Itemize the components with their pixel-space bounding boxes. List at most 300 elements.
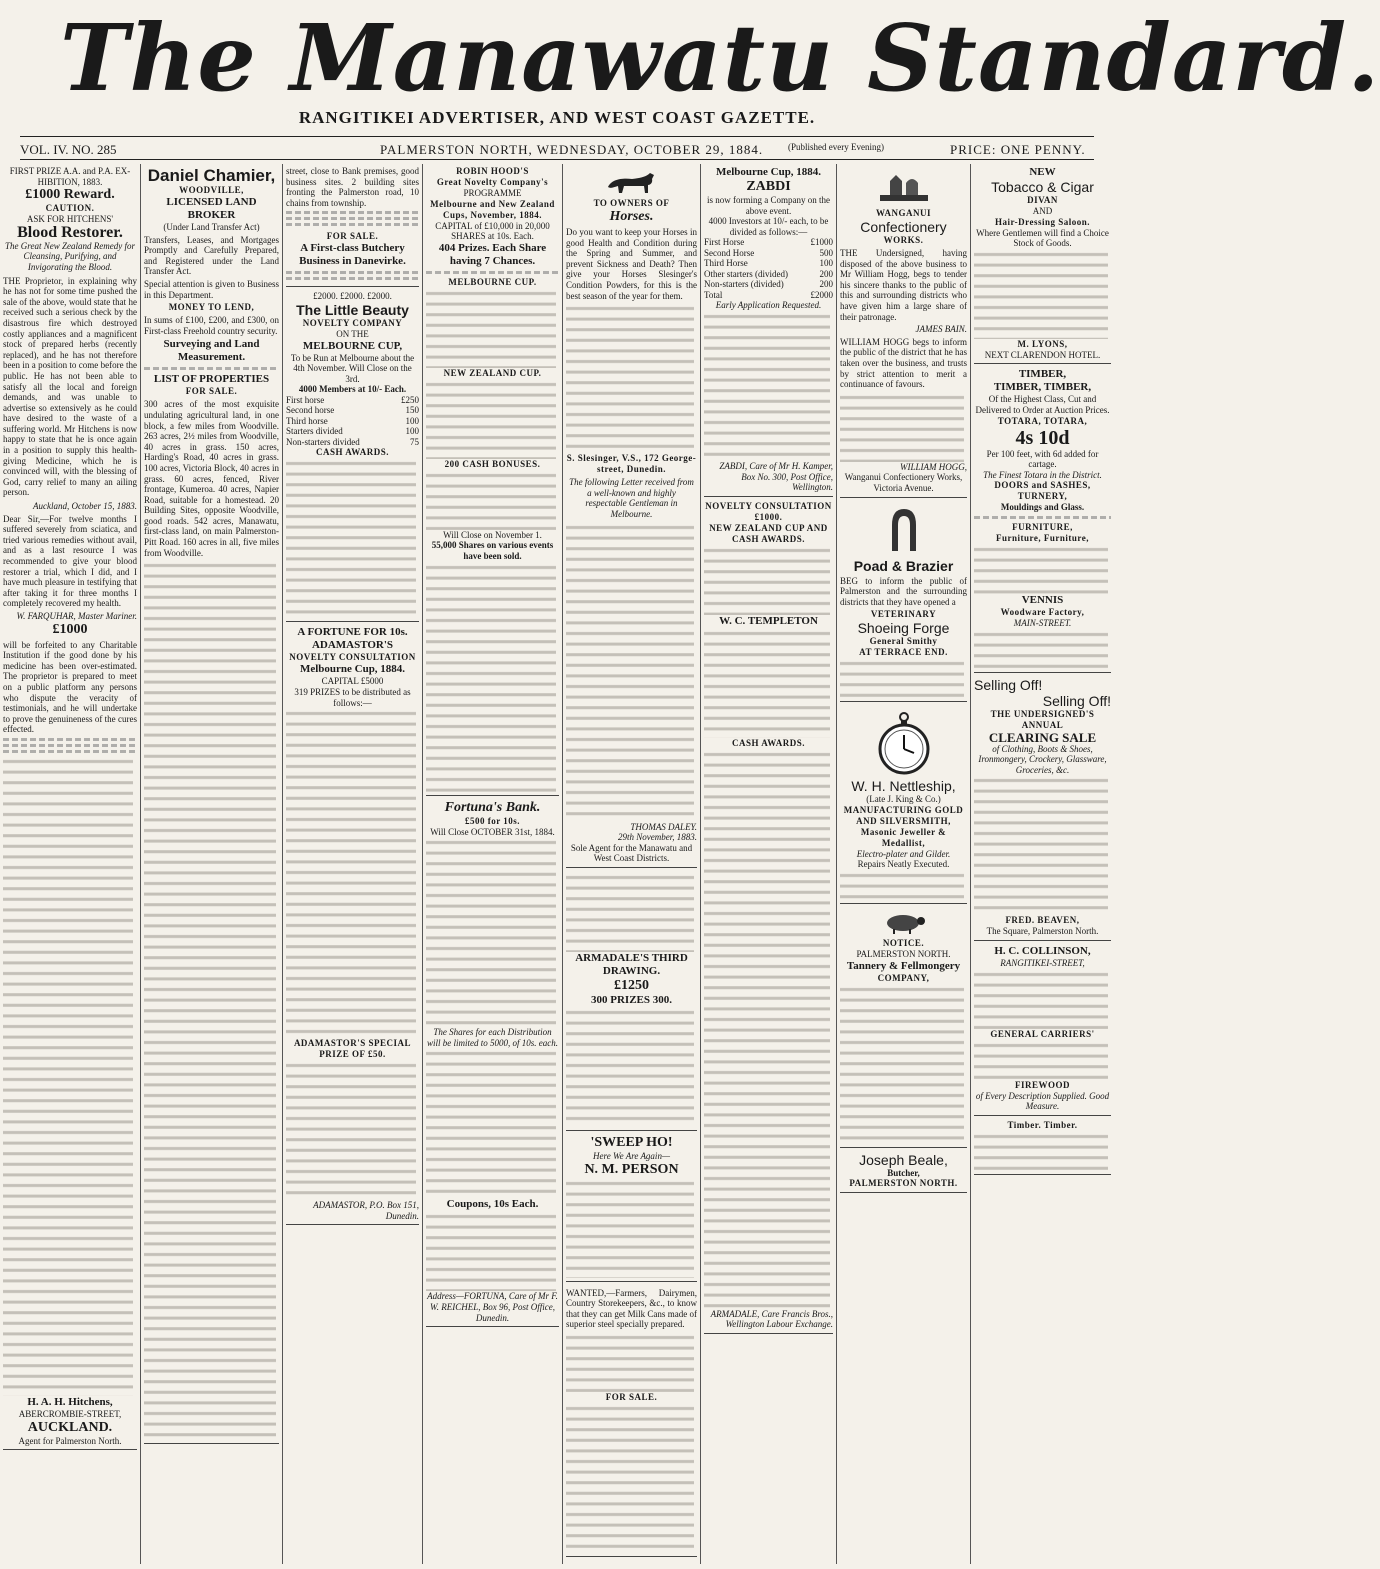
horseshoe-engraving-icon	[884, 505, 924, 555]
adamastor-name: ADAMASTOR'S	[311, 639, 394, 652]
text-texture	[426, 470, 560, 530]
text-texture	[974, 969, 1112, 1029]
illegible-text-block	[286, 271, 419, 274]
testimonial-signature: W. FARQUHAR, Master Mariner.	[16, 610, 137, 621]
text-texture	[426, 562, 560, 792]
nettleship-late: (Late J. King & Co.)	[866, 794, 941, 805]
column-1	[0, 164, 140, 1564]
sale-body: A First-class Butchery Business in Danevirke.	[299, 242, 406, 268]
text-texture	[840, 392, 968, 462]
prize-amount: 500	[819, 247, 833, 258]
text-texture	[426, 379, 560, 459]
prize-row	[286, 426, 419, 437]
illegible-slesinger-text	[566, 303, 697, 453]
turnery-heading: TURNERY,	[1017, 491, 1068, 502]
special-prize-heading: ADAMASTOR'S SPECIAL PRIZE OF £50.	[293, 1038, 412, 1060]
broker-name: Daniel Chamier,	[147, 166, 276, 185]
prize-label: Second Horse	[704, 247, 755, 258]
text-texture	[704, 545, 834, 615]
illegible-text-block	[144, 367, 279, 370]
here-again: Here We Are Again—	[593, 1150, 670, 1161]
forge-heading: Shoeing Forge	[857, 620, 950, 637]
capital-line: CAPITAL of £10,000 in 20,000 SHARES at 10s. Each.	[435, 220, 550, 242]
illegible-text-block	[426, 271, 559, 274]
price: PRICE: ONE PENNY.	[950, 142, 1086, 157]
adamastor-address: ADAMASTOR, P.O. Box 151, Dunedin.	[313, 1200, 419, 1221]
hogg-signature: WILLIAM HOGG,	[900, 461, 967, 472]
capital-line: CAPITAL £5000	[321, 676, 384, 687]
prize-row	[704, 258, 833, 269]
illegible-clearing-text	[974, 775, 1111, 915]
manufacturing-line: MANUFACTURING GOLD AND SILVERSMITH,	[843, 804, 964, 826]
shares-note: The Shares for each Distribution will be limited to 5000, of 10s. each.	[427, 1027, 558, 1048]
sheep-engraving-icon	[879, 911, 929, 935]
prize-label: First horse	[286, 394, 325, 405]
text-texture	[426, 1211, 560, 1291]
armadale-ad	[566, 870, 697, 1131]
beale-butcher-ad	[840, 1150, 967, 1194]
column-6	[700, 164, 836, 1564]
illegible-armadale-text	[566, 872, 697, 952]
broker-role: LICENSED LAND BROKER	[166, 196, 257, 221]
notice-heading: NOTICE.	[882, 938, 925, 949]
prize-row	[286, 437, 419, 448]
column-8	[970, 164, 1114, 1564]
lyons-name: M. LYONS,	[1017, 338, 1068, 349]
illegible-person-text	[566, 1178, 697, 1278]
tobacco-heading: Tobacco & Cigar	[991, 179, 1094, 195]
pocket-watch-icon	[874, 709, 934, 775]
text-texture	[840, 658, 968, 698]
hogg-address: Wanganui Confectionery Works, Victoria Avenue.	[844, 472, 963, 493]
proprietor-town: AUCKLAND.	[27, 1419, 113, 1435]
armadale-amount: £1250	[614, 977, 649, 993]
illegible-text-block	[286, 211, 419, 214]
illegible-lyons-text	[974, 249, 1111, 339]
prize-label: Starters divided	[286, 426, 343, 437]
beaven-clearing-sale-ad	[974, 675, 1111, 941]
person-sweep-ad	[566, 1133, 697, 1282]
masthead-rule-top	[20, 136, 1094, 137]
body-text: THE Proprietor, in explaining why he has not for some time pushed the sale of the above, would state that he received such a serious check by the disastrous fire which destroyed costly appliances and a magnificent stock of prepared herbs (recently replaced), and he has not therefore been in a position to come before the public. He has not been able to satisfy all the local and foreign demands, and was unable to advertise so extensively as he could have desired to the waste of a suffering world. Mr Hitchens is now happy to state that he is once again in a position to supply this health-giving Medicine, which he is convinced will, with the blessing of God, carry relief to many an ailing person.	[3, 275, 137, 498]
ask-for: ASK FOR HITCHENS'	[26, 214, 114, 225]
totara-price: 4s 10d	[1015, 426, 1070, 449]
furniture-heading-2: Furniture, Furniture,	[996, 532, 1089, 543]
bain-body: THE Undersigned, having disposed of the above business to Mr William Hogg, begs to tender his sincere thanks to the public of this and surrounding districts who have given him a large share of their patronage.	[840, 248, 967, 322]
text-texture	[704, 749, 834, 1309]
person-name: N. M. PERSON	[584, 1161, 679, 1177]
fortune-heading: A FORTUNE FOR 10s.	[297, 626, 408, 639]
new-heading: NEW	[1029, 166, 1056, 178]
publication-note: (Published every Evening)	[788, 142, 884, 152]
text-texture	[974, 544, 1112, 594]
illegible-wanted-text	[566, 1332, 697, 1392]
hairdressing-heading: Hair-Dressing Saloon.	[994, 216, 1090, 227]
agent-line: Agent for Palmerston North.	[18, 1435, 122, 1446]
horse-engraving-icon	[602, 169, 662, 195]
prize-row	[704, 279, 833, 290]
text-texture	[840, 870, 968, 900]
text-texture	[566, 1403, 698, 1553]
armadale-heading: ARMADALE'S THIRD DRAWING.	[575, 951, 688, 977]
fortuna-sub: £500 for 10s.	[464, 815, 521, 826]
prize-label: First Horse	[704, 237, 745, 248]
text-texture	[566, 1007, 698, 1127]
shares-line: 4000 Members at 10/- Each.	[298, 384, 407, 395]
programme-label: PROGRAMME	[463, 188, 522, 198]
proprietor-name: H. A. H. Hitchens,	[27, 1395, 113, 1408]
for-sale-heading: FOR SALE.	[185, 386, 238, 397]
proprietor-street: ABERCROMBIE-STREET,	[18, 1408, 122, 1419]
nz-cup-heading: NEW ZEALAND CUP.	[443, 367, 542, 378]
text-texture	[566, 522, 698, 822]
text-texture	[566, 303, 698, 453]
fortunas-bank-ad	[426, 798, 559, 1328]
broker-town: WOODVILLE,	[179, 185, 244, 195]
testimonial-date: 29th November, 1883.	[618, 832, 697, 843]
illegible-nettleship-text	[840, 870, 967, 900]
cup-heading: Melbourne Cup, 1884.	[715, 166, 822, 178]
text-texture	[974, 249, 1112, 339]
wanganui-confectionery-ad	[840, 164, 967, 498]
illegible-listings	[144, 560, 279, 1440]
hitchens-blood-restorer-ad	[3, 164, 137, 1450]
illegible-vennis-text	[974, 629, 1111, 669]
prize-label: Third Horse	[704, 258, 748, 269]
text-texture	[974, 775, 1112, 915]
terrace-heading: AT TERRACE END.	[859, 647, 948, 658]
illegible-templeton-prizes	[704, 628, 833, 738]
prize-amount: 150	[405, 405, 419, 416]
beale-town: PALMERSTON NORTH.	[849, 1178, 958, 1189]
illegible-furniture-text	[974, 544, 1111, 594]
beale-name: Joseph Beale,	[859, 1151, 948, 1168]
testimonial-place: Auckland, October 15, 1883.	[33, 501, 137, 512]
electro-line: Electro-plater and Gilder.	[856, 848, 951, 859]
broker-role-note: (Under Land Transfer Act)	[163, 222, 260, 232]
volume-number: VOL. IV. NO. 285	[20, 142, 117, 157]
text-texture	[704, 628, 834, 738]
notice-place: PALMERSTON NORTH.	[856, 949, 951, 960]
collinson-street: RANGITIKEI-STREET,	[1000, 957, 1085, 968]
illegible-hogg-text	[840, 392, 967, 462]
timber-body: Of the Highest Class, Cut and Delivered to Order at Auction Prices.	[975, 394, 1110, 415]
illegible-zabdi-terms	[704, 311, 833, 461]
prize-row	[704, 290, 833, 301]
sole-agent-line: Sole Agent for the Manawatu and West Coast Districts.	[570, 842, 693, 864]
annual-line: THE UNDERSIGNED'S ANNUAL	[990, 708, 1095, 730]
slesinger-horses-ad	[566, 164, 697, 868]
prize-label: Non-starters divided	[286, 436, 360, 447]
lyons-address: NEXT CLARENDON HOTEL.	[984, 349, 1101, 360]
fortuna-address: Address—FORTUNA, Care of Mr F. W. REICHEL, Box 96, Post Office, Dunedin.	[427, 1291, 558, 1323]
timber-notice-heading: Timber. Timber.	[1007, 1119, 1078, 1130]
text-texture	[426, 288, 560, 368]
illegible-carriers-text	[974, 1040, 1111, 1080]
templeton-name: W. C. TEMPLETON	[719, 614, 818, 627]
illegible-text-block	[3, 750, 137, 753]
masthead-rule-bottom	[20, 159, 1094, 160]
illegible-collinson-text	[974, 969, 1111, 1029]
masthead	[0, 0, 1380, 160]
column-7	[836, 164, 970, 1564]
prize-amount: 200	[819, 279, 833, 290]
illegible-templeton-text	[704, 749, 833, 1309]
early-application: Early Application Requested.	[715, 300, 822, 311]
timber-ad	[974, 366, 1111, 672]
prize-label: Other starters (divided)	[704, 268, 788, 279]
firewood-heading: FIREWOOD	[1014, 1079, 1070, 1090]
prizes-count: 404 Prizes. Each Share having 7 Chances.	[438, 241, 547, 267]
text-texture	[144, 560, 280, 1440]
woodware-heading: Woodware Factory,	[1000, 606, 1085, 617]
text-texture	[566, 1178, 698, 1278]
illegible-timber-notice	[974, 1131, 1111, 1171]
shares-line: 55,000 Shares on various events have been sold.	[431, 540, 554, 561]
text-texture	[840, 984, 968, 1144]
prize-amount: 100	[405, 426, 419, 437]
chamier-land-broker-ad	[144, 164, 279, 1444]
tannery-notice-ad	[840, 906, 967, 1148]
product-tagline: The Great New Zealand Remedy for Cleansing, Purifying, and Invigorating the Blood.	[5, 240, 135, 272]
company-name: Great Novelty Company's	[436, 177, 549, 187]
illegible-nz-prizes	[426, 379, 559, 459]
templeton-consultation-ad	[704, 499, 833, 1334]
prize-amount: 200	[819, 268, 833, 279]
zabdi-ad	[704, 164, 833, 497]
column-4	[422, 164, 562, 1564]
collinson-name: H. C. COLLINSON,	[994, 944, 1091, 957]
prize-line: FIRST PRIZE A.A. and P.A. EX-HIBITION, 1883.	[9, 166, 131, 187]
body-text-2: will be forfeited to any Charitable Institution if the good done by his medicine has been over-estimated. The proprietor is prepared to meet on a public platform any persons who dispute the veracity of testimonials, and he will undertake to prove the genuineness of the cures effected.	[3, 639, 137, 735]
milk-cans-ad	[566, 1284, 697, 1557]
cups-line: Melbourne and New Zealand Cups, November, 1884.	[430, 198, 555, 220]
text-texture	[566, 872, 698, 952]
fortuna-heading: Fortuna's Bank.	[444, 799, 541, 815]
consultation-cups: NEW ZEALAND CUP AND CASH AWARDS.	[709, 522, 828, 544]
illegible-melbourne-prizes	[426, 288, 559, 368]
cup-note: To be Run at Melbourne about the 4th November. Will Close on the 3rd.	[290, 352, 415, 384]
illegible-poad-text	[840, 658, 967, 698]
broker-services: Transfers, Leases, and Mortgages Promptly and Carefully Prepared, and Registered under the Land Transfer Act.	[144, 234, 279, 277]
divan-heading: DIVAN	[1027, 195, 1058, 205]
text-texture	[704, 311, 834, 461]
and-line: AND	[1032, 206, 1053, 216]
prize-amounts: £2000. £2000. £2000.	[313, 291, 392, 302]
reward-amount: £1000	[52, 621, 88, 637]
company-sub: NOVELTY COMPANY	[302, 317, 403, 328]
prize-amount: £1000	[810, 237, 833, 248]
coupons-heading: Coupons, 10s Each.	[446, 1198, 539, 1211]
prize-amount: 75	[410, 436, 419, 447]
selling-off-heading-2: Selling Off!	[1042, 692, 1111, 709]
prize-label: Total	[704, 289, 723, 300]
main-street: MAIN-STREET.	[1013, 617, 1072, 628]
poad-body: BEG to inform the public of Palmerston and the surrounding districts that they have opened a	[840, 575, 967, 607]
issue-date: PALMERSTON NORTH, WEDNESDAY, OCTOBER 29, 1884.	[380, 142, 764, 157]
properties-heading: LIST OF PROPERTIES	[153, 373, 270, 386]
illegible-coupons-text	[426, 1211, 559, 1291]
text-texture	[426, 837, 560, 1027]
finest-line: The Finest Totara in the District.	[983, 469, 1102, 480]
clearing-heading: CLEARING SALE	[988, 729, 1097, 745]
beaven-name: FRED. BEAVEN,	[1005, 915, 1080, 926]
illegible-text-block	[286, 223, 419, 226]
page-columns	[0, 164, 1114, 1564]
robin-hood-heading: ROBIN HOOD'S	[456, 166, 529, 176]
lyons-tobacco-ad	[974, 164, 1111, 364]
melbourne-cup-heading: MELBOURNE CUP.	[448, 276, 537, 287]
price-note: Per 100 feet, with 6d added for cartage.	[986, 448, 1099, 470]
zabdi-name: ZABDI	[746, 179, 791, 194]
consultation-heading: NOVELTY CONSULTATION	[289, 652, 416, 663]
illegible-special-text	[286, 1060, 419, 1200]
on-the: ON THE	[336, 328, 369, 339]
works-heading: WORKS.	[883, 235, 924, 245]
illegible-testimonials	[3, 756, 137, 1396]
butchery-sale-ad	[286, 229, 419, 287]
broker-attention: Special attention is given to Business in this Department.	[144, 278, 279, 300]
column-3	[282, 164, 422, 1564]
property-listings: 300 acres of the most exquisite undulating agricultural land, in one block, a few miles from Woodville. 263 acres, 2½ miles from Woodville, 40 acres in grass. 150 acres, Harding's Road, 40 acres in grass. 100 acres, Victoria Block, 40 acres in grass. 60 acres, fenced, River frontage, Kumeroa. 40 acres, Napier Road, suitable for a homestead. 20 Building Sites, opposite Woodville, good roads. 542 acres, Manawatu, first-class land, on main Palmerston-Pitt Road. 160 acres in all, five miles from Woodville.	[144, 399, 279, 558]
newspaper-title: The Manawatu Standard.	[60, 4, 1380, 112]
horses-heading: Horses.	[609, 209, 654, 224]
repairs-line: Repairs Neatly Executed.	[857, 859, 950, 870]
firewood-sub: of Every Description Supplied. Good Measure.	[975, 1090, 1110, 1112]
nettleship-name: W. H. Nettleship,	[851, 778, 956, 795]
selling-off-heading: Selling Off!	[974, 676, 1043, 693]
hogg-body: WILLIAM HOGG begs to inform the public of the district that he has taken over the business, and trusts by strict attention to merit a continuance of favours.	[840, 336, 967, 390]
prize-table	[286, 395, 419, 448]
product-name: Blood Restorer.	[17, 223, 123, 241]
prize-label: Third horse	[286, 415, 328, 426]
wanted-body: WANTED,—Farmers, Dairymen, Country Storekeepers, &c., to know that they can get Milk Cans made of superior steel specially prepared.	[566, 1287, 697, 1330]
smithy-heading: General Smithy	[869, 636, 938, 647]
money-body: In sums of £100, £200, and £300, on First-class Freehold country security.	[144, 315, 279, 336]
prize-table	[704, 237, 833, 300]
zabdi-address: ZABDI, Care of Mr H. Kamper, Box No. 300, Post Office, Wellington.	[719, 460, 833, 493]
to-owners-heading: TO OWNERS OF	[593, 198, 670, 208]
confectionery-engraving-icon	[876, 169, 932, 205]
illegible-sale-text	[566, 1403, 697, 1553]
nettleship-ad	[840, 704, 967, 904]
text-texture	[286, 458, 420, 618]
company-name: The Little Beauty	[296, 301, 409, 318]
adamastor-ad	[286, 624, 419, 1225]
bain-signature: JAMES BAIN.	[915, 324, 967, 335]
newspaper-subtitle: RANGITIKEI ADVERTISER, AND WEST COAST GAZETTE.	[298, 108, 816, 127]
poad-heading: Poad & Brazier	[853, 557, 954, 574]
column-5	[562, 164, 700, 1564]
text-texture	[3, 756, 137, 1396]
prize-amount: 100	[405, 415, 419, 426]
investors-line: 4000 Investors at 10/- each, to be divided as follows:—	[708, 216, 829, 237]
illegible-text-block	[286, 277, 419, 280]
slesinger-body: Do you want to keep your Horses in good Health and Condition during the Spring and Summer, and prevent Sickness and Death? Then give your Horses Slesinger's Condition Powders, for this is the best season of the year for them.	[566, 227, 697, 301]
testimonial-signature: THOMAS DALEY.	[630, 821, 697, 832]
sweep-heading: 'SWEEP HO!	[590, 1134, 673, 1150]
prize-amount: £2000	[810, 289, 833, 300]
consultation-amount: £1000.	[754, 511, 783, 522]
prize-amount: 100	[819, 258, 833, 269]
close-line: Will Close on November 1.	[443, 529, 542, 540]
chamier-continued: street, close to Bank premises, good business sites. 2 building sites fronting the Palmerston road, 10 chains from township.	[286, 166, 419, 208]
illegible-tannery-text	[840, 984, 967, 1144]
testimonial-text: Dear Sir,—For twelve months I suffered severely from sciatica, and tried various remedies without avail, and as a last resource I was recommended to give your blood restorer a trial, which I did, and I have much pleasure in testifying that after taking it for three months I completely recovered my health.	[3, 513, 137, 609]
robin-hood-ad	[426, 164, 559, 796]
reward-heading: £1000 Reward.	[25, 187, 115, 203]
prizes-line: 319 PRIZES to be distributed as follows:—	[294, 687, 411, 708]
illegible-terms	[426, 562, 559, 792]
bonuses-heading: 200 CASH BONUSES.	[444, 458, 541, 469]
prize-amount: £250	[401, 394, 419, 405]
prize-row	[286, 395, 419, 406]
text-texture	[974, 1131, 1112, 1171]
timber-notice-ad	[974, 1118, 1111, 1175]
beaven-address: The Square, Palmerston North.	[986, 926, 1099, 937]
text-texture	[426, 1048, 560, 1198]
doors-heading: DOORS and SASHES,	[994, 480, 1091, 491]
sale-heading: FOR SALE.	[326, 231, 379, 242]
illegible-fortuna-text-2	[426, 1048, 559, 1198]
poad-brazier-ad	[840, 500, 967, 703]
cash-awards-heading: CASH AWARDS.	[731, 737, 806, 748]
zabdi-intro: is now forming a Company on the above event.	[707, 195, 830, 216]
mouldings-line: Mouldings and Glass.	[1000, 502, 1085, 513]
illegible-consultation-text	[704, 545, 833, 615]
confectionery-heading: Confectionery	[860, 219, 947, 235]
money-heading: MONEY TO LEND,	[168, 302, 255, 313]
illegible-text-block	[974, 516, 1111, 519]
tannery-heading: Tannery & Fellmongery	[846, 959, 961, 972]
melbourne-cup-heading: Melbourne Cup, 1884.	[299, 663, 406, 676]
prize-label: Second horse	[286, 405, 335, 416]
veterinary-heading: VETERINARY	[870, 609, 937, 620]
column-2	[140, 164, 282, 1564]
prize-row	[704, 248, 833, 259]
timber-heading: TIMBER,	[1018, 368, 1067, 381]
where-line: Where Gentlemen will find a Choice Stock of Goods.	[976, 227, 1109, 249]
text-texture	[286, 708, 420, 1038]
text-texture	[974, 629, 1112, 669]
illegible-text-block	[3, 738, 137, 741]
vennis-name: VENNIS	[1021, 593, 1064, 606]
carriers-heading: GENERAL CARRIERS'	[990, 1028, 1095, 1039]
illegible-awards	[286, 458, 419, 618]
illegible-testimonial	[566, 522, 697, 822]
wanganui-heading: WANGANUI	[875, 208, 931, 218]
company-heading: COMPANY,	[877, 972, 930, 983]
clearing-items: of Clothing, Boots & Shoes, Ironmongery, Crockery, Glassware, Groceries, &c.	[978, 743, 1107, 775]
illegible-prize-list	[286, 708, 419, 1038]
dateline	[20, 142, 1094, 160]
caution-heading: CAUTION.	[45, 203, 95, 214]
text-texture	[286, 1060, 420, 1200]
for-sale-heading: FOR SALE.	[605, 1391, 658, 1402]
illegible-fortuna-text	[426, 837, 559, 1027]
slesinger-address: S. Slesinger, V.S., 172 George-street, Dunedin.	[566, 453, 697, 475]
little-beauty-ad	[286, 289, 419, 622]
fortuna-close: Will Close OCTOBER 31st, 1884.	[430, 826, 555, 837]
furniture-heading: FURNITURE,	[1012, 521, 1073, 532]
totara-heading: TOTARA, TOTARA,	[997, 415, 1088, 426]
butcher-line: Butcher,	[887, 1167, 920, 1178]
masonic-line: Masonic Jeweller & Medallist,	[860, 826, 947, 848]
armadale-prizes: 300 PRIZES 300.	[591, 993, 672, 1006]
prize-label: Non-starters (divided)	[704, 279, 784, 290]
illegible-armadale-prizes	[566, 1007, 697, 1127]
testimonial-intro: The following Letter received from a well-known and highly respectable Gentleman in Melbourne.	[569, 477, 694, 519]
